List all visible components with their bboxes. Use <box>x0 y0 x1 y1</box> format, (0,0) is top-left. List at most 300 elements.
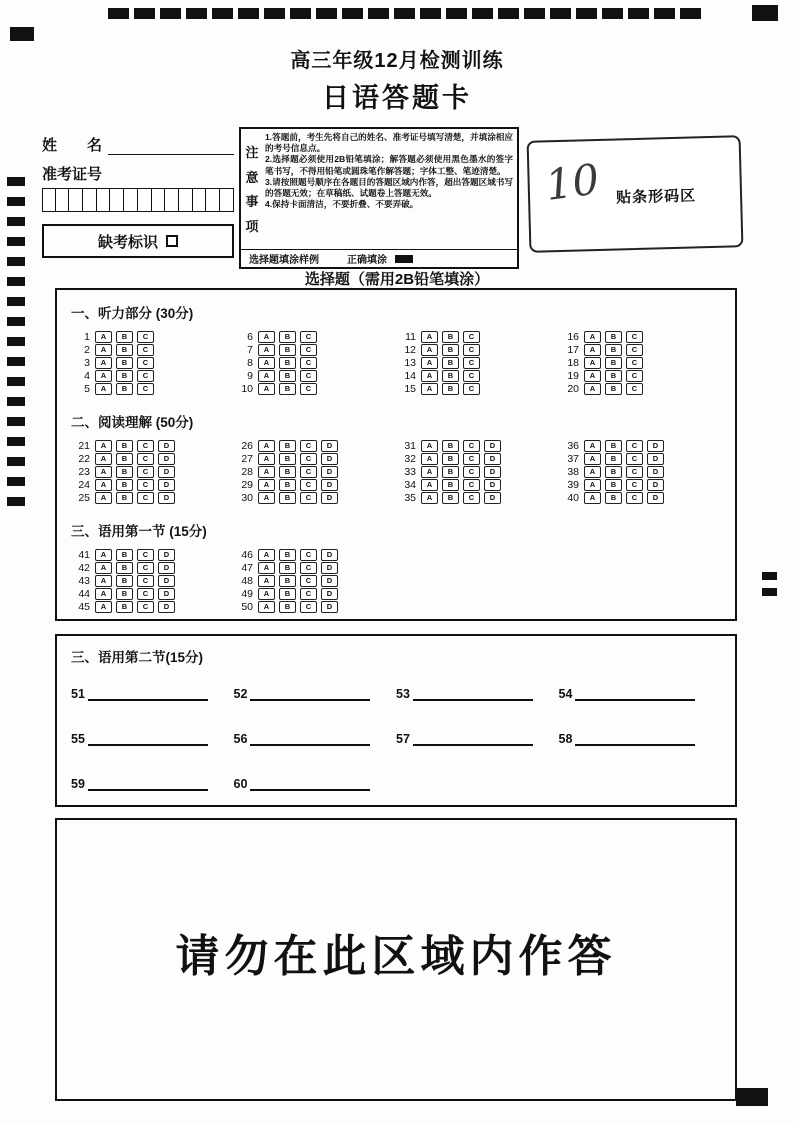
exam-no-cell[interactable] <box>179 188 193 212</box>
q43-option-b[interactable]: B <box>116 575 133 587</box>
fill-sample-row <box>241 249 517 267</box>
question-row <box>71 574 234 587</box>
q33-option-b[interactable]: B <box>442 466 459 478</box>
q25-option-b[interactable]: B <box>116 492 133 504</box>
q16-option-b[interactable]: B <box>605 331 622 343</box>
answer-blank-line[interactable] <box>250 731 370 746</box>
q10-option-b[interactable]: B <box>279 383 296 395</box>
q29-option-c[interactable]: C <box>300 479 317 491</box>
q32-option-c[interactable]: C <box>463 453 480 465</box>
fill-item-57 <box>396 731 559 746</box>
q30-option-c[interactable]: C <box>300 492 317 504</box>
q47-option-c[interactable]: C <box>300 562 317 574</box>
q3-option-a[interactable]: A <box>95 357 112 369</box>
q33-option-c[interactable]: C <box>463 466 480 478</box>
q40-option-c[interactable]: C <box>626 492 643 504</box>
q39-option-b[interactable]: B <box>605 479 622 491</box>
question-row <box>234 548 397 561</box>
question-row <box>560 343 723 356</box>
q48-option-b[interactable]: B <box>279 575 296 587</box>
q36-option-d[interactable]: D <box>647 440 664 452</box>
timing-mark <box>7 437 25 446</box>
question-columns <box>71 548 735 613</box>
q12-option-b[interactable]: B <box>442 344 459 356</box>
q19-option-b[interactable]: B <box>605 370 622 382</box>
q23-option-a[interactable]: A <box>95 466 112 478</box>
q11-option-a[interactable]: A <box>421 331 438 343</box>
exam-no-cell[interactable] <box>206 188 220 212</box>
timing-mark <box>7 397 25 406</box>
q29-option-a[interactable]: A <box>258 479 275 491</box>
q21-option-c[interactable]: C <box>137 440 154 452</box>
q42-option-a[interactable]: A <box>95 562 112 574</box>
q15-option-a[interactable]: A <box>421 383 438 395</box>
q5-option-c[interactable]: C <box>137 383 154 395</box>
q17-option-c[interactable]: C <box>626 344 643 356</box>
timing-mark <box>472 8 493 19</box>
exam-no-cell[interactable] <box>152 188 166 212</box>
name-input-line[interactable] <box>108 138 234 155</box>
q3-option-b[interactable]: B <box>116 357 133 369</box>
q45-option-d[interactable]: D <box>158 601 175 613</box>
q35-option-c[interactable]: C <box>463 492 480 504</box>
q29-option-d[interactable]: D <box>321 479 338 491</box>
blank-number: 52 <box>233 687 248 701</box>
q50-option-c[interactable]: C <box>300 601 317 613</box>
question-number: 7 <box>247 343 253 356</box>
q15-option-b[interactable]: B <box>442 383 459 395</box>
question-row <box>71 330 234 343</box>
q50-option-b[interactable]: B <box>279 601 296 613</box>
q22-option-c[interactable]: C <box>137 453 154 465</box>
q38-option-c[interactable]: C <box>626 466 643 478</box>
question-number: 24 <box>78 478 90 491</box>
q21-option-a[interactable]: A <box>95 440 112 452</box>
timing-marks-left <box>7 177 25 506</box>
question-number: 3 <box>84 356 90 369</box>
question-number: 1 <box>84 330 90 343</box>
section-title: 二、阅读理解 (50分) <box>71 415 194 430</box>
blank-number: 59 <box>71 777 85 791</box>
sample-label: 选择题填涂样例 <box>249 255 319 266</box>
q1-option-c[interactable]: C <box>137 331 154 343</box>
q24-option-c[interactable]: C <box>137 479 154 491</box>
q16-option-c[interactable]: C <box>626 331 643 343</box>
q44-option-a[interactable]: A <box>95 588 112 600</box>
handwritten-mark: 10 <box>542 154 603 210</box>
exam-no-cell[interactable] <box>42 188 56 212</box>
timing-mark <box>134 8 155 19</box>
answer-blank-line[interactable] <box>575 686 695 701</box>
q31-option-d[interactable]: D <box>484 440 501 452</box>
q40-option-b[interactable]: B <box>605 492 622 504</box>
q16-option-a[interactable]: A <box>584 331 601 343</box>
q35-option-b[interactable]: B <box>442 492 459 504</box>
q30-option-a[interactable]: A <box>258 492 275 504</box>
q40-option-d[interactable]: D <box>647 492 664 504</box>
question-row <box>234 343 397 356</box>
question-row <box>234 439 397 452</box>
question-number: 36 <box>567 439 579 452</box>
q14-option-a[interactable]: A <box>421 370 438 382</box>
answer-blank-line[interactable] <box>88 686 208 701</box>
q37-option-d[interactable]: D <box>647 453 664 465</box>
absent-checkbox[interactable] <box>166 235 178 247</box>
q5-option-a[interactable]: A <box>95 383 112 395</box>
q38-option-a[interactable]: A <box>584 466 601 478</box>
question-columns <box>71 330 735 395</box>
timing-mark <box>7 457 25 466</box>
q6-option-b[interactable]: B <box>279 331 296 343</box>
q23-option-d[interactable]: D <box>158 466 175 478</box>
q27-option-b[interactable]: B <box>279 453 296 465</box>
q43-option-a[interactable]: A <box>95 575 112 587</box>
timing-mark <box>602 8 623 19</box>
q39-option-d[interactable]: D <box>647 479 664 491</box>
fill-item-60 <box>234 776 397 791</box>
q34-option-d[interactable]: D <box>484 479 501 491</box>
q40-option-a[interactable]: A <box>584 492 601 504</box>
q1-option-b[interactable]: B <box>116 331 133 343</box>
q45-option-b[interactable]: B <box>116 601 133 613</box>
q2-option-a[interactable]: A <box>95 344 112 356</box>
question-row <box>560 478 723 491</box>
q6-option-c[interactable]: C <box>300 331 317 343</box>
q21-option-b[interactable]: B <box>116 440 133 452</box>
q7-option-c[interactable]: C <box>300 344 317 356</box>
q24-option-d[interactable]: D <box>158 479 175 491</box>
q38-option-d[interactable]: D <box>647 466 664 478</box>
timing-mark <box>7 497 25 506</box>
q49-option-d[interactable]: D <box>321 588 338 600</box>
q4-option-b[interactable]: B <box>116 370 133 382</box>
question-number: 13 <box>404 356 416 369</box>
q12-option-c[interactable]: C <box>463 344 480 356</box>
q41-option-b[interactable]: B <box>116 549 133 561</box>
question-row <box>397 439 560 452</box>
q42-option-c[interactable]: C <box>137 562 154 574</box>
timing-mark <box>290 8 311 19</box>
q2-option-b[interactable]: B <box>116 344 133 356</box>
q17-option-b[interactable]: B <box>605 344 622 356</box>
question-row <box>71 356 234 369</box>
question-number: 42 <box>78 561 90 574</box>
exam-no-cell[interactable] <box>97 188 111 212</box>
q8-option-c[interactable]: C <box>300 357 317 369</box>
q17-option-a[interactable]: A <box>584 344 601 356</box>
q49-option-a[interactable]: A <box>258 588 275 600</box>
exam-no-cell[interactable] <box>193 188 207 212</box>
q9-option-a[interactable]: A <box>258 370 275 382</box>
q46-option-a[interactable]: A <box>258 549 275 561</box>
q5-option-b[interactable]: B <box>116 383 133 395</box>
answer-blank-line[interactable] <box>575 731 695 746</box>
q7-option-b[interactable]: B <box>279 344 296 356</box>
q36-option-b[interactable]: B <box>605 440 622 452</box>
exam-no-cell[interactable] <box>124 188 138 212</box>
q32-option-a[interactable]: A <box>421 453 438 465</box>
q31-option-b[interactable]: B <box>442 440 459 452</box>
q25-option-d[interactable]: D <box>158 492 175 504</box>
q24-option-a[interactable]: A <box>95 479 112 491</box>
q47-option-a[interactable]: A <box>258 562 275 574</box>
question-number: 15 <box>404 382 416 395</box>
question-row <box>397 369 560 382</box>
answer-blank-line[interactable] <box>88 776 208 791</box>
q28-option-c[interactable]: C <box>300 466 317 478</box>
q35-option-d[interactable]: D <box>484 492 501 504</box>
q27-option-d[interactable]: D <box>321 453 338 465</box>
timing-mark <box>342 8 363 19</box>
q19-option-c[interactable]: C <box>626 370 643 382</box>
timing-mark <box>316 8 337 19</box>
exam-no-cell[interactable] <box>56 188 70 212</box>
q37-option-a[interactable]: A <box>584 453 601 465</box>
q30-option-b[interactable]: B <box>279 492 296 504</box>
objective-answer-area <box>55 288 737 621</box>
question-number: 50 <box>241 600 253 613</box>
exam-no-cell[interactable] <box>138 188 152 212</box>
q32-option-b[interactable]: B <box>442 453 459 465</box>
question-row <box>397 356 560 369</box>
notice-label: 注意事项 <box>245 145 259 235</box>
q26-option-b[interactable]: B <box>279 440 296 452</box>
q50-option-d[interactable]: D <box>321 601 338 613</box>
q26-option-a[interactable]: A <box>258 440 275 452</box>
q44-option-c[interactable]: C <box>137 588 154 600</box>
section-title: 三、语用第一节 (15分) <box>71 524 207 539</box>
fill-item-56 <box>234 731 397 746</box>
question-row <box>397 452 560 465</box>
q28-option-d[interactable]: D <box>321 466 338 478</box>
question-row <box>397 465 560 478</box>
question-number: 27 <box>241 452 253 465</box>
q37-option-c[interactable]: C <box>626 453 643 465</box>
exam-no-cell[interactable] <box>110 188 124 212</box>
question-number: 46 <box>241 548 253 561</box>
q37-option-b[interactable]: B <box>605 453 622 465</box>
q38-option-b[interactable]: B <box>605 466 622 478</box>
answer-blank-line[interactable] <box>250 686 370 701</box>
q28-option-a[interactable]: A <box>258 466 275 478</box>
q25-option-c[interactable]: C <box>137 492 154 504</box>
q39-option-a[interactable]: A <box>584 479 601 491</box>
choice-section-header: 选择题（需用2B铅笔填涂） <box>304 271 490 288</box>
answer-section <box>71 411 735 504</box>
question-number: 23 <box>78 465 90 478</box>
exam-no-cell[interactable] <box>165 188 179 212</box>
q9-option-c[interactable]: C <box>300 370 317 382</box>
q13-option-c[interactable]: C <box>463 357 480 369</box>
q19-option-a[interactable]: A <box>584 370 601 382</box>
q43-option-c[interactable]: C <box>137 575 154 587</box>
q50-option-a[interactable]: A <box>258 601 275 613</box>
q31-option-c[interactable]: C <box>463 440 480 452</box>
question-column <box>71 330 234 395</box>
q42-option-d[interactable]: D <box>158 562 175 574</box>
q34-option-b[interactable]: B <box>442 479 459 491</box>
q48-option-c[interactable]: C <box>300 575 317 587</box>
question-number: 41 <box>78 548 90 561</box>
q27-option-c[interactable]: C <box>300 453 317 465</box>
q36-option-c[interactable]: C <box>626 440 643 452</box>
question-row <box>71 343 234 356</box>
q32-option-d[interactable]: D <box>484 453 501 465</box>
q34-option-a[interactable]: A <box>421 479 438 491</box>
exam-no-cell[interactable] <box>220 188 234 212</box>
q13-option-a[interactable]: A <box>421 357 438 369</box>
question-row <box>234 600 397 613</box>
q34-option-c[interactable]: C <box>463 479 480 491</box>
q41-option-d[interactable]: D <box>158 549 175 561</box>
q23-option-c[interactable]: C <box>137 466 154 478</box>
q18-option-b[interactable]: B <box>605 357 622 369</box>
q8-option-a[interactable]: A <box>258 357 275 369</box>
question-number: 25 <box>78 491 90 504</box>
q10-option-a[interactable]: A <box>258 383 275 395</box>
q21-option-d[interactable]: D <box>158 440 175 452</box>
exam-no-cell[interactable] <box>69 188 83 212</box>
q43-option-d[interactable]: D <box>158 575 175 587</box>
q30-option-d[interactable]: D <box>321 492 338 504</box>
q41-option-c[interactable]: C <box>137 549 154 561</box>
q27-option-a[interactable]: A <box>258 453 275 465</box>
exam-no-cell[interactable] <box>83 188 97 212</box>
q46-option-d[interactable]: D <box>321 549 338 561</box>
timing-mark <box>628 8 649 19</box>
q20-option-b[interactable]: B <box>605 383 622 395</box>
q47-option-b[interactable]: B <box>279 562 296 574</box>
q22-option-a[interactable]: A <box>95 453 112 465</box>
question-number: 44 <box>78 587 90 600</box>
question-number: 4 <box>84 369 90 382</box>
answer-blank-line[interactable] <box>250 776 370 791</box>
question-number: 12 <box>404 343 416 356</box>
q33-option-d[interactable]: D <box>484 466 501 478</box>
q26-option-d[interactable]: D <box>321 440 338 452</box>
name-row <box>42 134 234 155</box>
q48-option-d[interactable]: D <box>321 575 338 587</box>
q11-option-b[interactable]: B <box>442 331 459 343</box>
q22-option-d[interactable]: D <box>158 453 175 465</box>
q35-option-a[interactable]: A <box>421 492 438 504</box>
q3-option-c[interactable]: C <box>137 357 154 369</box>
q23-option-b[interactable]: B <box>116 466 133 478</box>
q7-option-a[interactable]: A <box>258 344 275 356</box>
q45-option-a[interactable]: A <box>95 601 112 613</box>
q28-option-b[interactable]: B <box>279 466 296 478</box>
question-number: 10 <box>241 382 253 395</box>
q24-option-b[interactable]: B <box>116 479 133 491</box>
question-number: 5 <box>84 382 90 395</box>
question-row <box>71 369 234 382</box>
q14-option-b[interactable]: B <box>442 370 459 382</box>
q46-option-c[interactable]: C <box>300 549 317 561</box>
q44-option-d[interactable]: D <box>158 588 175 600</box>
q14-option-c[interactable]: C <box>463 370 480 382</box>
timing-mark <box>264 8 285 19</box>
q49-option-b[interactable]: B <box>279 588 296 600</box>
q8-option-b[interactable]: B <box>279 357 296 369</box>
q4-option-a[interactable]: A <box>95 370 112 382</box>
timing-mark <box>394 8 415 19</box>
q33-option-a[interactable]: A <box>421 466 438 478</box>
question-column <box>560 439 723 504</box>
q11-option-c[interactable]: C <box>463 331 480 343</box>
answer-blank-line[interactable] <box>413 731 533 746</box>
q25-option-a[interactable]: A <box>95 492 112 504</box>
notice-item: 3.请按照题号顺序在各题目的答题区域内作答，超出答题区域书写的答题无效；在草稿纸、试题卷上答题无效。 <box>265 176 513 198</box>
question-row <box>71 382 234 395</box>
q12-option-a[interactable]: A <box>421 344 438 356</box>
no-answer-text: 请勿在此区域内作答 <box>175 930 617 982</box>
question-row <box>234 478 397 491</box>
q29-option-b[interactable]: B <box>279 479 296 491</box>
question-number: 8 <box>247 356 253 369</box>
q13-option-b[interactable]: B <box>442 357 459 369</box>
fill-in-area <box>55 634 737 807</box>
answer-section <box>71 302 735 395</box>
timing-mark <box>654 8 675 19</box>
q15-option-c[interactable]: C <box>463 383 480 395</box>
q26-option-c[interactable]: C <box>300 440 317 452</box>
q4-option-c[interactable]: C <box>137 370 154 382</box>
answer-blank-line[interactable] <box>413 686 533 701</box>
q48-option-a[interactable]: A <box>258 575 275 587</box>
q49-option-c[interactable]: C <box>300 588 317 600</box>
q45-option-c[interactable]: C <box>137 601 154 613</box>
timing-mark <box>762 572 777 580</box>
q42-option-b[interactable]: B <box>116 562 133 574</box>
no-answer-zone <box>55 818 737 1101</box>
q31-option-a[interactable]: A <box>421 440 438 452</box>
question-number: 14 <box>404 369 416 382</box>
q46-option-b[interactable]: B <box>279 549 296 561</box>
question-number: 33 <box>404 465 416 478</box>
question-number: 45 <box>78 600 90 613</box>
q10-option-c[interactable]: C <box>300 383 317 395</box>
q41-option-a[interactable]: A <box>95 549 112 561</box>
q18-option-c[interactable]: C <box>626 357 643 369</box>
q6-option-a[interactable]: A <box>258 331 275 343</box>
q36-option-a[interactable]: A <box>584 440 601 452</box>
answer-blank-line[interactable] <box>88 731 208 746</box>
q22-option-b[interactable]: B <box>116 453 133 465</box>
timing-corner-mark <box>10 27 34 41</box>
question-number: 48 <box>241 574 253 587</box>
q1-option-a[interactable]: A <box>95 331 112 343</box>
q9-option-b[interactable]: B <box>279 370 296 382</box>
timing-corner-mark <box>736 1088 768 1106</box>
question-column <box>234 548 397 613</box>
question-row <box>234 382 397 395</box>
timing-mark <box>160 8 181 19</box>
q20-option-c[interactable]: C <box>626 383 643 395</box>
question-row <box>234 587 397 600</box>
q47-option-d[interactable]: D <box>321 562 338 574</box>
q39-option-c[interactable]: C <box>626 479 643 491</box>
q20-option-a[interactable]: A <box>584 383 601 395</box>
question-row <box>234 561 397 574</box>
q2-option-c[interactable]: C <box>137 344 154 356</box>
question-number: 16 <box>567 330 579 343</box>
q18-option-a[interactable]: A <box>584 357 601 369</box>
answer-section <box>71 520 735 613</box>
question-row <box>234 330 397 343</box>
fill-item-55 <box>71 731 234 746</box>
exam-title: 高三年级12月检测训练 <box>290 50 504 72</box>
q44-option-b[interactable]: B <box>116 588 133 600</box>
